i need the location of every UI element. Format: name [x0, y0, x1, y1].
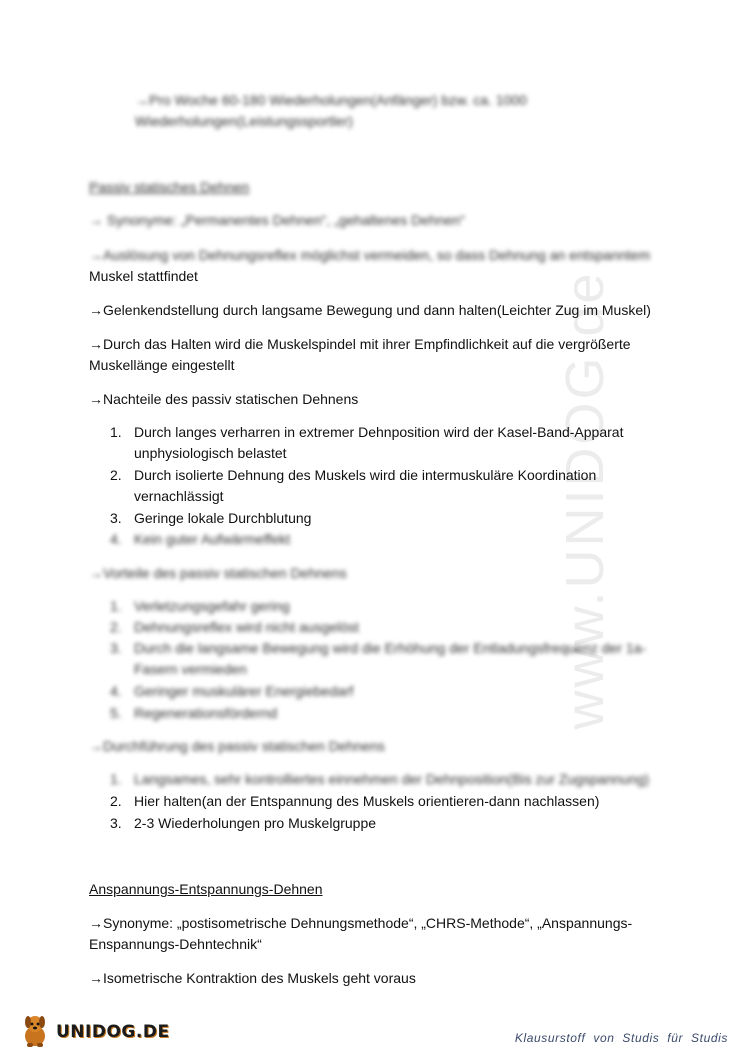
section-heading-chrs: Anspannungs-Entspannungs-Dehnen	[89, 881, 323, 897]
intro-line-2: Wiederholungen(Leistungssportler)	[135, 113, 353, 129]
nachteile-heading: →Nachteile des passiv statischen Dehnens	[89, 391, 359, 407]
list-item: 1. Langsames, sehr kontrolliertes einnehmen der Dehnposition(Bis zur Zugspannung)	[110, 771, 650, 787]
watermark: www.UNIDOG.de	[555, 270, 615, 730]
list-item-continuation: unphysiologisch belastet	[134, 445, 287, 461]
ausloesung-line-2: Muskel stattfindet	[89, 268, 198, 284]
list-item: 2. Hier halten(an der Entspannung des Muskels orientieren-dann nachlassen)	[110, 793, 600, 809]
list-item: 5. Regenerationsfördernd	[110, 705, 278, 721]
list-item-continuation: vernachlässigt	[134, 488, 224, 504]
footer-tagline: Klausurstoff von Studis für Studis	[514, 1031, 728, 1045]
gelenkendstellung-text: →Gelenkendstellung durch langsame Bewegung und dann halten(Leichter Zug im Muskel)	[89, 302, 651, 318]
list-item-continuation: Fasern vermieden	[134, 661, 247, 677]
dog-icon	[20, 1014, 50, 1051]
durchfuehrung-heading: →Durchführung des passiv statischen Dehnens	[89, 738, 385, 754]
list-item: 2. Durch isolierte Dehnung des Muskels wird die intermuskuläre Koordination	[110, 467, 597, 483]
list-item: 1. Durch langes verharren in extremer Dehnposition wird der Kasel-Band-Apparat	[110, 424, 624, 440]
section-heading-passiv: Passiv statisches Dehnen	[89, 179, 250, 195]
synonyme-passiv: → Synonyme: „Permanentes Dehnen“, „gehaltenes Dehnen“	[89, 212, 465, 228]
vorteile-heading: →Vorteile des passiv statischen Dehnens	[89, 565, 347, 581]
list-item: 2. Dehnungsreflex wird nicht ausgelöst	[110, 619, 359, 635]
list-item: 1. Verletzungsgefahr gering	[110, 598, 290, 614]
unidog-logo	[20, 1012, 170, 1052]
list-item: 3. 2-3 Wiederholungen pro Muskelgruppe	[110, 815, 377, 831]
halten-line-1: →Durch das Halten wird die Muskelspindel mit ihrer Empfindlichkeit auf die vergrößerte	[89, 336, 631, 352]
list-item: 4. Kein guter Aufwärmeffekt	[110, 531, 291, 547]
ausloesung-line-1: →Auslösung von Dehnungsreflex möglichst vermeiden, so dass Dehnung an entspanntem	[89, 247, 651, 263]
logo-text: UNIDOG.DE	[56, 1022, 170, 1042]
list-item: 3. Durch die langsame Bewegung wird die Erhöhung der Entladungsfrequenz der 1a-	[110, 640, 647, 656]
intro-line-1: →Pro Woche 60-180 Wiederholungen(Anfänger) bzw. ca. 1000	[135, 92, 527, 108]
chrs-synonyme-line-2: Enspannungs-Dehntechnik“	[89, 936, 262, 952]
kontraktion-text: →Isometrische Kontraktion des Muskels geht voraus	[89, 970, 416, 986]
halten-line-2: Muskellänge eingestellt	[89, 357, 235, 373]
chrs-synonyme-line-1: →Synonyme: „postisometrische Dehnungsmethode“, „CHRS-Methode“, „Anspannungs-	[89, 915, 633, 931]
list-item: 4. Geringer muskulärer Energiebedarf	[110, 683, 354, 699]
list-item: 3. Geringe lokale Durchblutung	[110, 510, 312, 526]
